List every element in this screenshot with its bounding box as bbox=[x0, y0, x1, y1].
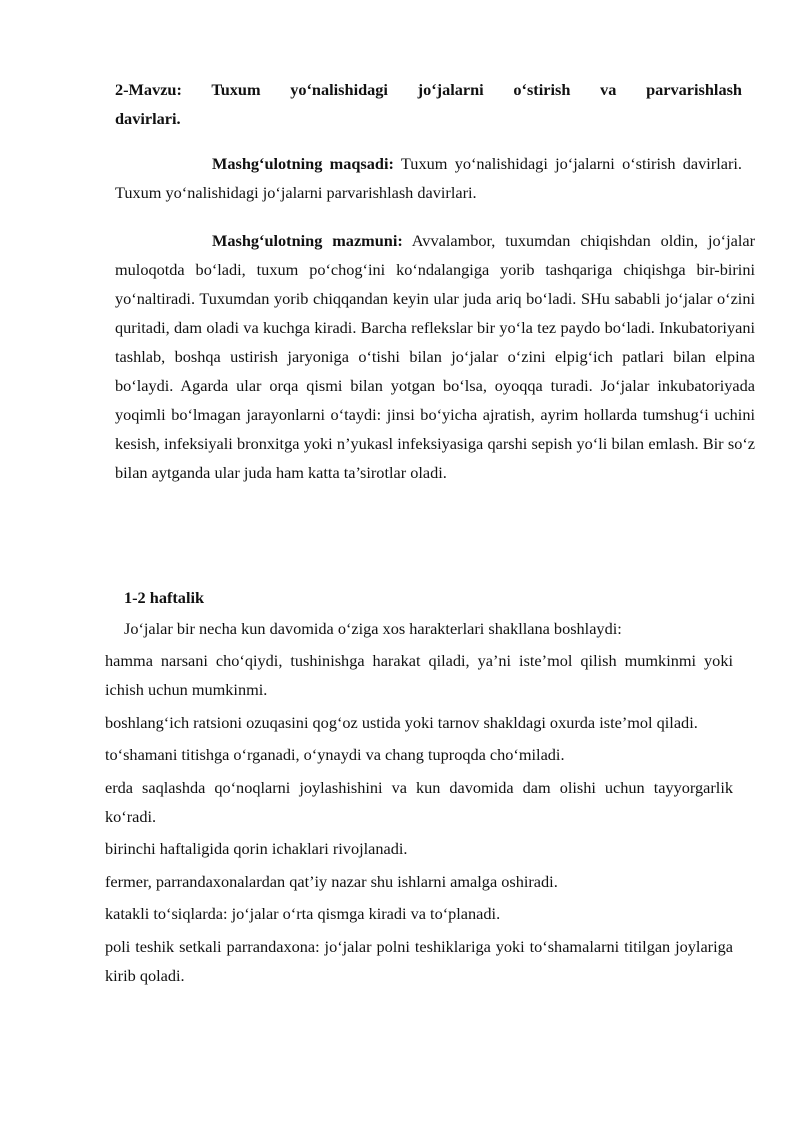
goal-paragraph bbox=[115, 149, 742, 207]
content-paragraph bbox=[115, 226, 755, 487]
goal-text: Tuxum yo‘nalishidagi jo‘jalarni o‘stirish davirlari. Tuxum yo‘nalishidagi jo‘jalarni parvarishlash davirlari. bbox=[115, 154, 743, 202]
list-item: erda saqlashda qo‘noqlarni joylashishini va kun davomida dam olishi uchun tayyorgarlik ko‘radi. bbox=[105, 777, 733, 826]
section-heading: 1-2 haftalik bbox=[124, 588, 205, 607]
list-item: birinchi haftaligida qorin ichaklari rivojlanadi. bbox=[105, 839, 408, 858]
title-line-2: davirlari. bbox=[115, 109, 181, 128]
list-item: katakli to‘siqlarda: jo‘jalar o‘rta qismga kiradi va to‘planadi. bbox=[105, 904, 501, 923]
goal-label: Mashg‘ulotning maqsadi: bbox=[212, 154, 394, 173]
title-line-1: 2-Mavzu: Tuxum yo‘nalishidagi jo‘jalarni o‘stirish va parvarishlash bbox=[115, 80, 742, 99]
list-item: boshlang‘ich ratsioni ozuqasini qog‘oz ustida yoki tarnov shakldagi oxurda iste’mol qiladi. bbox=[105, 712, 698, 732]
behavior-list bbox=[105, 646, 733, 993]
list-item: fermer, parrandaxonalardan qat’iy nazar shu ishlarni amalga oshiradi. bbox=[105, 871, 558, 891]
content-label: Mashg‘ulotning mazmuni: bbox=[212, 231, 403, 250]
content-text: Avvalambor, tuxumdan chiqishdan oldin, jo‘jalar muloqotda bo‘ladi, tuxum po‘chog‘ini ko‘ndalangiga yorib tashqariga chiqishga bir-birini yo‘naltiradi. Tuxumdan yorib chiqqandan keyin ular juda ariq bo‘ladi. SHu sababli jo‘jalar o‘zini quritadi, dam oladi va kuchga kiradi. Barcha reflekslar bir yo‘la tez paydo bo‘ladi. Inkubatoriyani tashlab, boshqa ustirish jaryoniga o‘tishi bilan jo‘jalar o‘zini elpig‘ich patlari bilan elpina bo‘laydi. Agarda ular orqa qismi bilan yotgan bo‘lsa, oyoqqa turadi. Jo‘jalar inkubatoriyada yoqimli bo‘lmagan jarayonlarni o‘taydi: jinsi bo‘yicha ajratish, ayrim hollarda tumshug‘i uchini kesish, infeksiyali bronxitga yoki n’yukasl infeksiyasiga qarshi sepish yo‘li bilan emlash. Bir so‘z bilan aytganda ular juda ham katta ta’sirotlar oladi. bbox=[115, 231, 756, 482]
document-title bbox=[115, 75, 742, 133]
intro-line: Jo‘jalar bir necha kun davomida o‘ziga xos harakterlari shakllana boshlaydi: bbox=[124, 619, 622, 638]
list-item: hamma narsani cho‘qiydi, tushinishga harakat qiladi, ya’ni iste’mol qilish mumkinmi yoki ichish uchun mumkinmi. bbox=[105, 651, 733, 699]
list-item: poli teshik setkali parrandaxona: jo‘jalar polni teshiklariga yoki to‘shamalarni titilgan joylariga kirib qoladi. bbox=[105, 936, 733, 985]
list-item: to‘shamani titishga o‘rganadi, o‘ynaydi va chang tuproqda cho‘miladi. bbox=[105, 745, 565, 764]
